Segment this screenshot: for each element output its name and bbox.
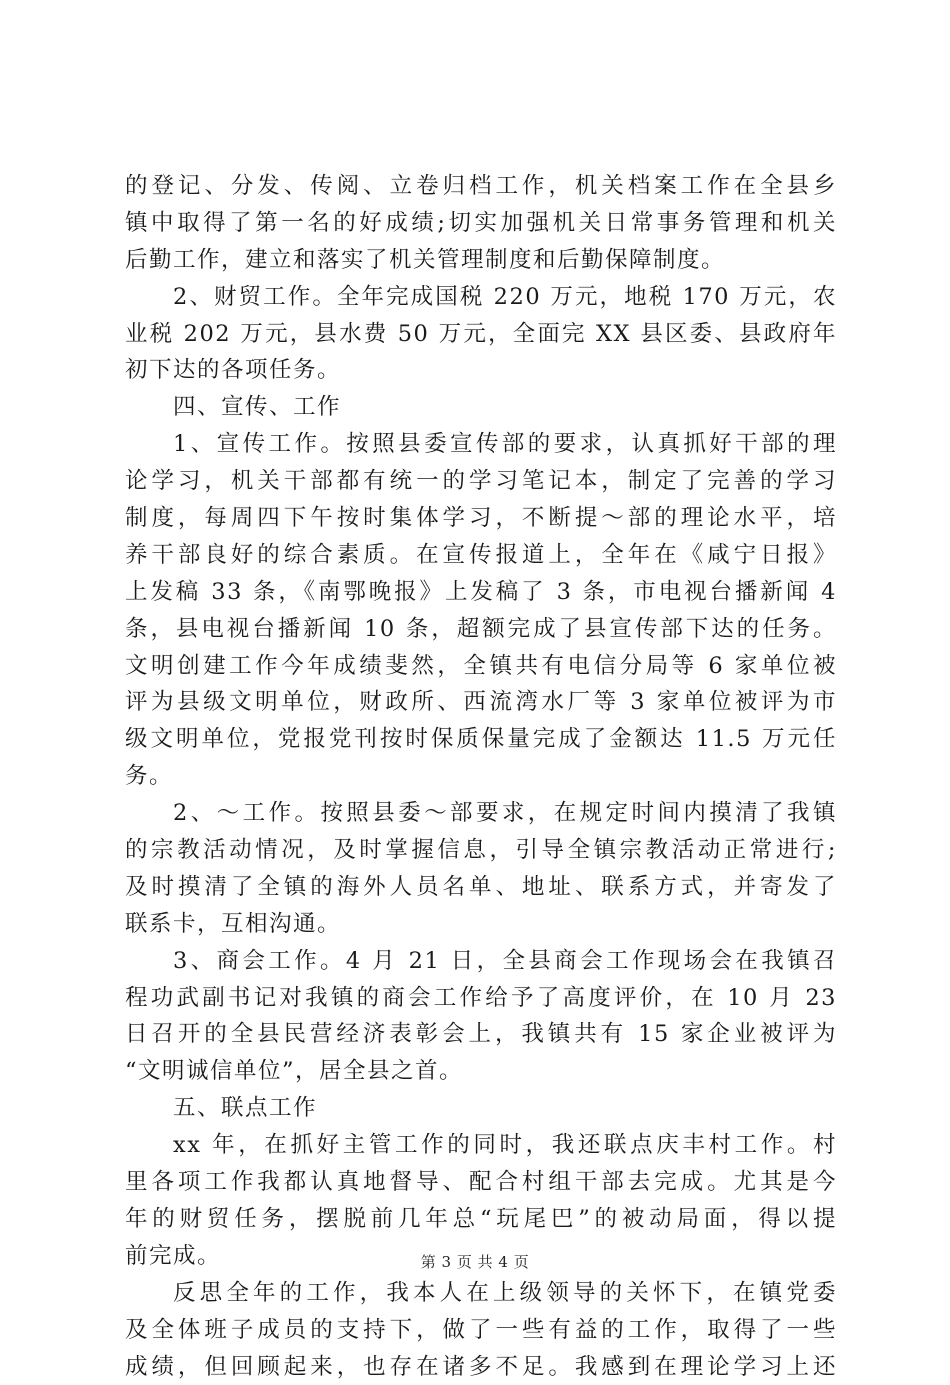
text-line: 四、宣传、工作 [125,389,837,426]
text-line: 1、宣传工作。按照县委宣传部的要求，认真抓好干部的理 [125,426,837,463]
text-line: 镇中取得了第一名的好成绩;切实加强机关日常事务管理和机关 [125,205,837,242]
text-line: 论学习，机关干部都有统一的学习笔记本，制定了完善的学习 [125,463,837,500]
text-line: 养干部良好的综合素质。在宣传报道上，全年在《咸宁日报》 [125,537,837,574]
text-line: 反思全年的工作，我本人在上级领导的关怀下，在镇党委 [125,1275,837,1312]
text-line: 评为县级文明单位，财政所、西流湾水厂等 3 家单位被评为市 [125,684,837,721]
text-line: 级文明单位，党报党刊按时保质保量完成了金额达 11.5 万元任 [125,721,837,758]
text-line: 五、联点工作 [125,1090,837,1127]
text-line: 条，县电视台播新闻 10 条，超额完成了县宣传部下达的任务。 [125,611,837,648]
text-line: 联系卡，互相沟通。 [125,906,837,943]
text-line: 后勤工作，建立和落实了机关管理制度和后勤保障制度。 [125,242,837,279]
page-footer: 第 3 页 共 4 页 [0,1251,950,1272]
text-line: 前完成。 [125,1238,837,1275]
text-line: 及全体班子成员的支持下，做了一些有益的工作，取得了一些 [125,1312,837,1349]
text-line: 年的财贸任务，摆脱前几年总“玩尾巴”的被动局面，得以提 [125,1201,837,1238]
text-line: 2、财贸工作。全年完成国税 220 万元，地税 170 万元，农 [125,279,837,316]
document-body [125,168,837,1385]
text-line: 的宗教活动情况，及时掌握信息，引导全镇宗教活动正常进行; [125,832,837,869]
text-line: 程功武副书记对我镇的商会工作给予了高度评价，在 10 月 23 [125,980,837,1017]
text-line: 日召开的全县民营经济表彰会上，我镇共有 15 家企业被评为 [125,1016,837,1053]
text-line: 3、商会工作。4 月 21 日，全县商会工作现场会在我镇召 [125,943,837,980]
text-line: 业税 202 万元，县水费 50 万元，全面完 XX 县区委、县政府年 [125,316,837,353]
text-line: 的登记、分发、传阅、立卷归档工作，机关档案工作在全县乡 [125,168,837,205]
text-line: 里各项工作我都认真地督导、配合村组干部去完成。尤其是今 [125,1164,837,1201]
text-line: xx 年，在抓好主管工作的同时，我还联点庆丰村工作。村 [125,1127,837,1164]
text-line: 成绩，但回顾起来，也存在诸多不足。我感到在理论学习上还 [125,1349,837,1385]
text-line: 初下达的各项任务。 [125,352,837,389]
text-line: 2、～工作。按照县委～部要求，在规定时间内摸清了我镇 [125,795,837,832]
text-line: 上发稿 33 条，《南鄂晚报》上发稿了 3 条，市电视台播新闻 4 [125,574,837,611]
text-line: 制度，每周四下午按时集体学习，不断提～部的理论水平，培 [125,500,837,537]
text-line: 及时摸清了全镇的海外人员名单、地址、联系方式，并寄发了 [125,869,837,906]
text-line: 文明创建工作今年成绩斐然，全镇共有电信分局等 6 家单位被 [125,648,837,685]
text-line: “文明诚信单位”，居全县之首。 [125,1053,837,1090]
text-line: 务。 [125,758,837,795]
